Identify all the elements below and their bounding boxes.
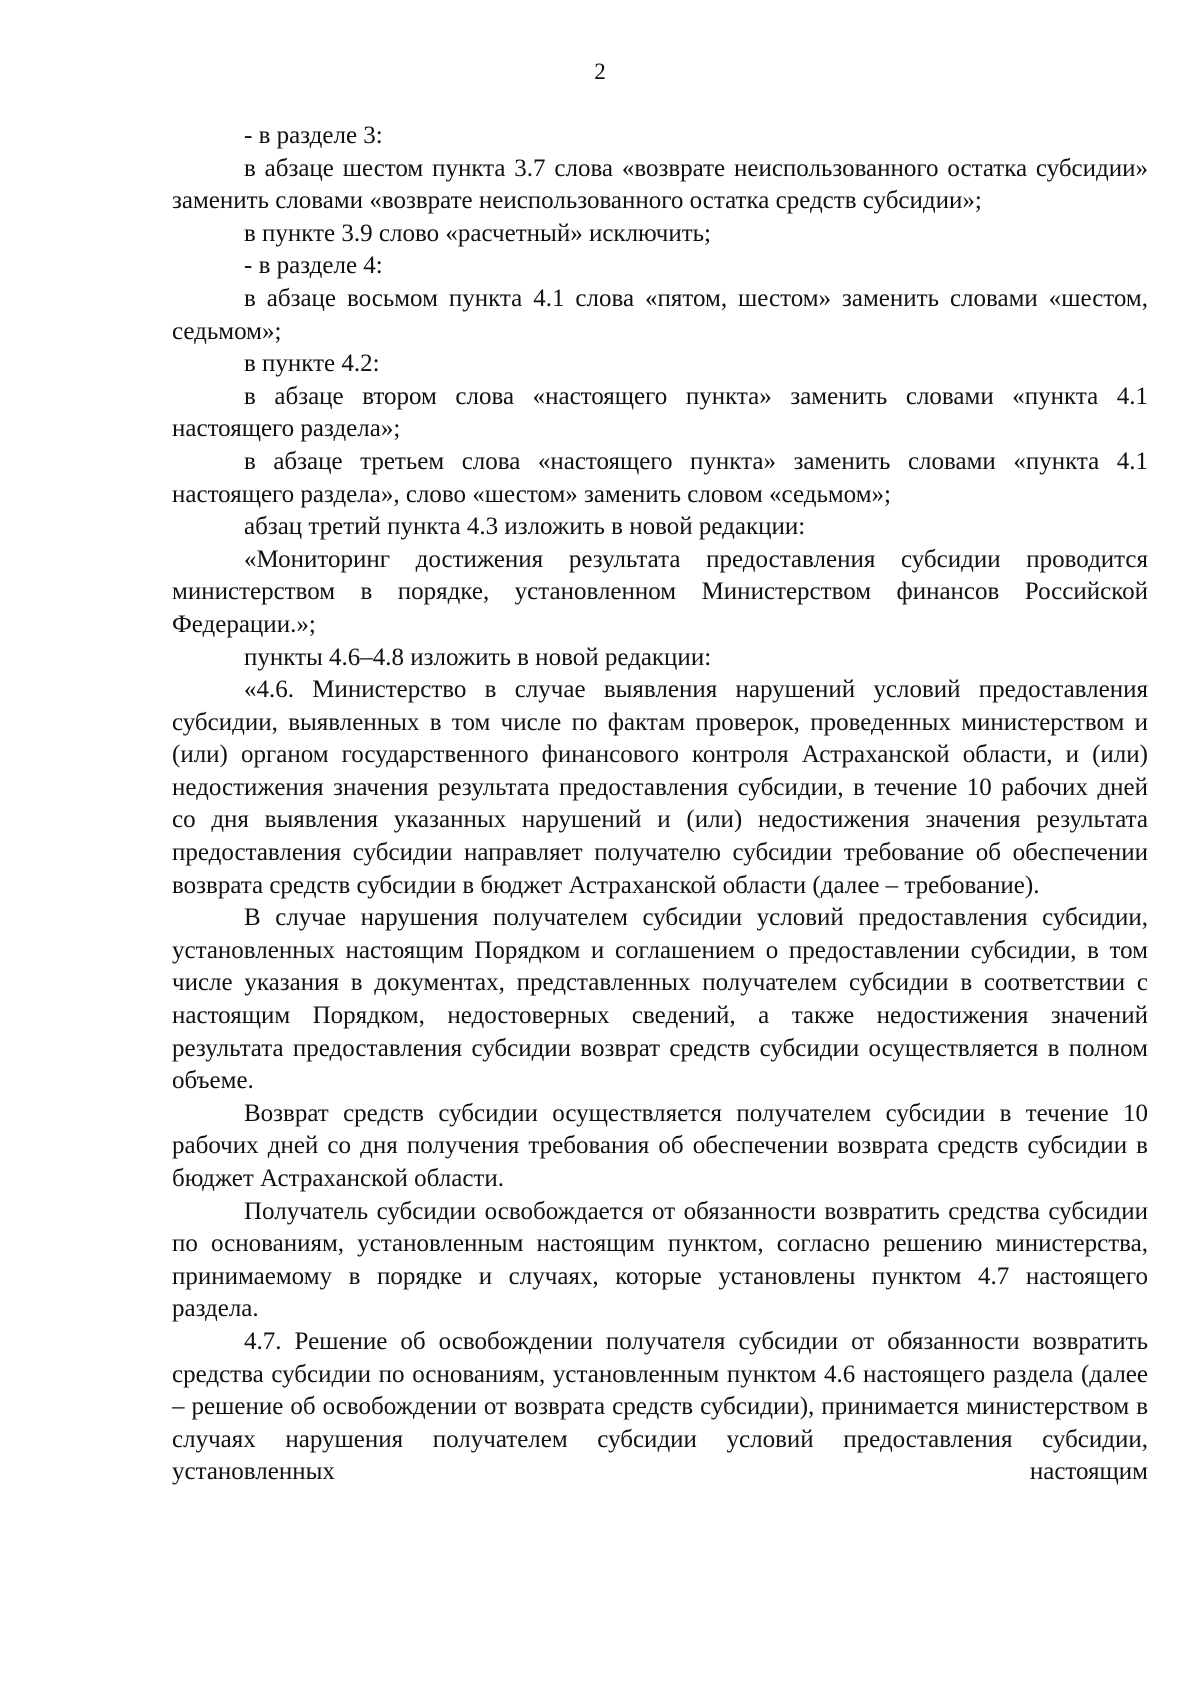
paragraph: в абзаце восьмом пункта 4.1 слова «пятом, шестом» заменить словами «шестом, седьмом»; (172, 284, 1148, 345)
paragraph: «Мониторинг достижения результата предоставления субсидии проводится министерством в порядке, установленном Министерством финансов Российской Федерации.»; (172, 545, 1148, 638)
paragraph: в пункте 4.2: (244, 350, 380, 378)
paragraph: Получатель субсидии освобождается от обязанности возвратить средства субсидии по основаниям, установленным настоящим пунктом, согласно решению министерства, принимаемому в порядке и случаях, которые установлены пунктом 4.7 настоящего раздела. (172, 1197, 1148, 1323)
paragraph: пункты 4.6–4.8 изложить в новой редакции: (244, 643, 712, 671)
paragraph: в абзаце шестом пункта 3.7 слова «возврате неиспользованного остатка субсидии» заменить словами «возврате неиспользованного остатка средств субсидии»; (172, 154, 1148, 215)
paragraph: - в разделе 4: (244, 252, 383, 280)
paragraph: Возврат средств субсидии осуществляется получателем субсидии в течение 10 рабочих дней со дня получения требования об обеспечении возврата средств субсидии в бюджет Астраханской области. (172, 1099, 1148, 1192)
paragraph: - в разделе 3: (244, 122, 383, 149)
paragraph: «4.6. Министерство в случае выявления нарушений условий предоставления субсидии, выявленных в том числе по фактам проверок, проведенных министерством и (или) органом государственного финансового контроля Астраханской области, и (или) недостижения значения результата предоставления субсидии, в течение 10 рабочих дней со дня выявления указанных нарушений и (или) недостижения значения результата предоставления субсидии направляет получателю субсидии требование об обеспечении возврата средств субсидии в бюджет Астраханской области (далее – требование). (172, 676, 1148, 899)
paragraph: в пункте 3.9 слово «расчетный» исключить; (244, 219, 711, 247)
page-number: 2 (594, 59, 606, 84)
paragraph: 4.7. Решение об освобождении получателя субсидии от обязанности возвратить средства субсидии по основаниям, установленным пунктом 4.6 настоящего раздела (далее – решение об освобождении от возврата средств субсидии), принимается министерством в случаях нарушения получателем субсидии условий предоставления субсидии, установленных настоящим (172, 1327, 1148, 1486)
paragraph: В случае нарушения получателем субсидии условий предоставления субсидии, установленных настоящим Порядком и соглашением о предоставлении субсидии, в том числе указания в документах, представленных получателем субсидии в соответствии с настоящим Порядком, недостоверных сведений, а также недостижения значений результата предоставления субсидии возврат средств субсидии осуществляется в полном объеме. (172, 904, 1148, 1095)
document-body (172, 120, 1148, 1489)
paragraph: в абзаце втором слова «настоящего пункта» заменить словами «пункта 4.1 настоящего раздела»; (172, 382, 1148, 443)
paragraph: в абзаце третьем слова «настоящего пункта» заменить словами «пункта 4.1 настоящего раздела», слово «шестом» заменить словом «седьмом»; (172, 447, 1148, 508)
paragraph: абзац третий пункта 4.3 изложить в новой редакции: (244, 513, 806, 541)
